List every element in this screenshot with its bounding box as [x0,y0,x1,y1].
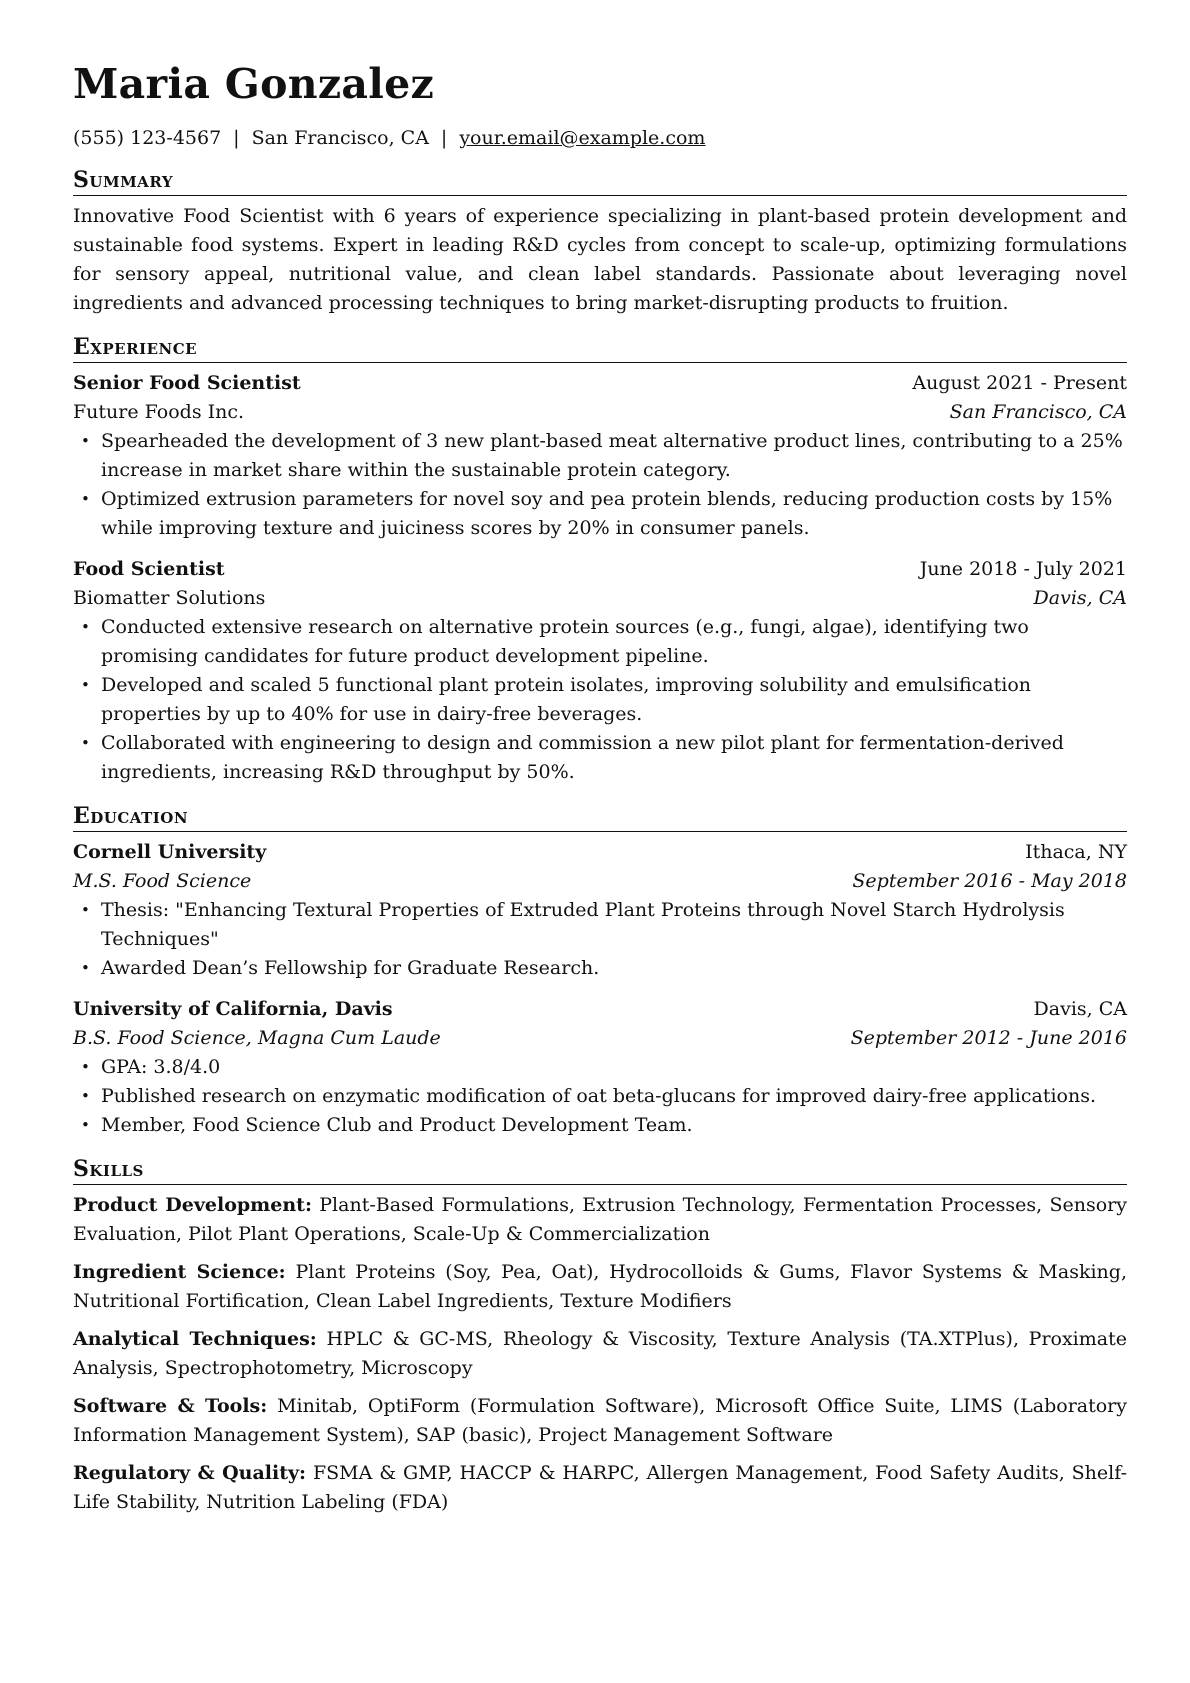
skill-items: HPLC & GC-MS, Rheology & Viscosity, Texture Analysis (TA.XTPlus), Proximate Analysis, Spectrophotometry, Microscopy [73,1328,1127,1379]
skill-label: Software & Tools: [73,1395,268,1417]
list-item: • GPA: 3.8/4.0 [73,1053,1127,1082]
list-item: • Collaborated with engineering to design and commission a new pilot plant for fermentation-derived ingredients, increasing R&D throughput by 50%. [73,729,1127,787]
phone-number: (555) 123-4567 [73,127,222,149]
skill-group [73,1191,1127,1249]
experience-section [73,334,1127,787]
education-entry [73,995,1127,1140]
summary-section [73,167,1127,318]
degree: B.S. Food Science, Magna Cum Laude [73,1027,441,1049]
job-dates: June 2018 - July 2021 [919,558,1127,580]
list-item: • Published research on enzymatic modification of oat beta-glucans for improved dairy-free applications. [73,1082,1127,1111]
list-item: • Optimized extrusion parameters for novel soy and pea protein blends, reducing production costs by 15% while improving texture and juiciness scores by 20% in consumer panels. [73,485,1127,543]
degree: M.S. Food Science [73,870,252,892]
section-title-summary: Summary [73,167,1127,196]
email-link[interactable]: your.email@example.com [459,127,706,149]
list-item: • Conducted extensive research on alternative protein sources (e.g., fungi, algae), identifying two promising candidates for future product development pipeline. [73,613,1127,671]
job-entry [73,369,1127,543]
job-company: Biomatter Solutions [73,587,266,609]
section-title-skills: Skills [73,1156,1127,1185]
location: San Francisco, CA [251,127,429,149]
list-item: • Developed and scaled 5 functional plant protein isolates, improving solubility and emulsification properties by up to 40% for use in dairy-free beverages. [73,671,1127,729]
skill-items: Plant Proteins (Soy, Pea, Oat), Hydrocolloids & Gums, Flavor Systems & Masking, Nutritional Fortification, Clean Label Ingredients, Texture Modifiers [73,1261,1127,1312]
job-entry [73,555,1127,787]
school-location: Ithaca, NY [1025,841,1127,863]
summary-text: Innovative Food Scientist with 6 years of experience specializing in plant-based protein development and sustainable food systems. Expert in leading R&D cycles from concept to scale-up, optimizing formulations for sensory appeal, nutritional value, and clean label standards. Passionate about leveraging novel ingredients and advanced processing techniques to bring market-disrupting products to fruition. [73,205,1127,314]
job-bullets [73,427,1127,543]
school-name: University of California, Davis [73,998,393,1020]
contact-separator: | [233,127,240,149]
education-entry [73,838,1127,983]
education-dates: September 2012 - June 2016 [850,1027,1127,1049]
education-bullets [73,1053,1127,1140]
list-item: • Awarded Dean’s Fellowship for Graduate Research. [73,954,1127,983]
job-role: Food Scientist [73,558,225,580]
skill-label: Product Development: [73,1194,312,1216]
skill-group [73,1392,1127,1450]
skill-label: Regulatory & Quality: [73,1462,307,1484]
education-bullets [73,896,1127,983]
list-item: • Member, Food Science Club and Product Development Team. [73,1111,1127,1140]
list-item: • Spearheaded the development of 3 new plant-based meat alternative product lines, contributing to a 25% increase in market share within the sustainable protein category. [73,427,1127,485]
education-section [73,803,1127,1140]
school-location: Davis, CA [1033,998,1127,1020]
job-location: San Francisco, CA [949,401,1127,423]
list-item: • Thesis: "Enhancing Textural Properties of Extruded Plant Proteins through Novel Starch Hydrolysis Techniques" [73,896,1127,954]
job-role: Senior Food Scientist [73,372,301,394]
skill-label: Analytical Techniques: [73,1328,317,1350]
skill-items: Plant-Based Formulations, Extrusion Technology, Fermentation Processes, Sensory Evaluation, Pilot Plant Operations, Scale-Up & Commercialization [73,1194,1127,1245]
section-title-education: Education [73,803,1127,832]
school-name: Cornell University [73,841,267,863]
skill-group [73,1325,1127,1383]
contact-separator: | [440,127,448,149]
job-location: Davis, CA [1033,587,1127,609]
skill-label: Ingredient Science: [73,1261,286,1283]
candidate-name: Maria Gonzalez [73,60,435,108]
skill-group [73,1459,1127,1517]
skill-items: FSMA & GMP, HACCP & HARPC, Allergen Management, Food Safety Audits, Shelf-Life Stability, Nutrition Labeling (FDA) [73,1462,1127,1513]
contact-line [73,124,1127,153]
job-bullets [73,613,1127,787]
skills-section [73,1156,1127,1517]
education-dates: September 2016 - May 2018 [852,870,1127,892]
job-dates: August 2021 - Present [912,372,1127,394]
job-company: Future Foods Inc. [73,401,245,423]
skill-items: Minitab, OptiForm (Formulation Software), Microsoft Office Suite, LIMS (Laboratory Information Management System), SAP (basic), Project Management Software [73,1395,1127,1446]
resume-page [73,58,1127,1526]
section-title-experience: Experience [73,334,1127,363]
skill-group [73,1258,1127,1316]
